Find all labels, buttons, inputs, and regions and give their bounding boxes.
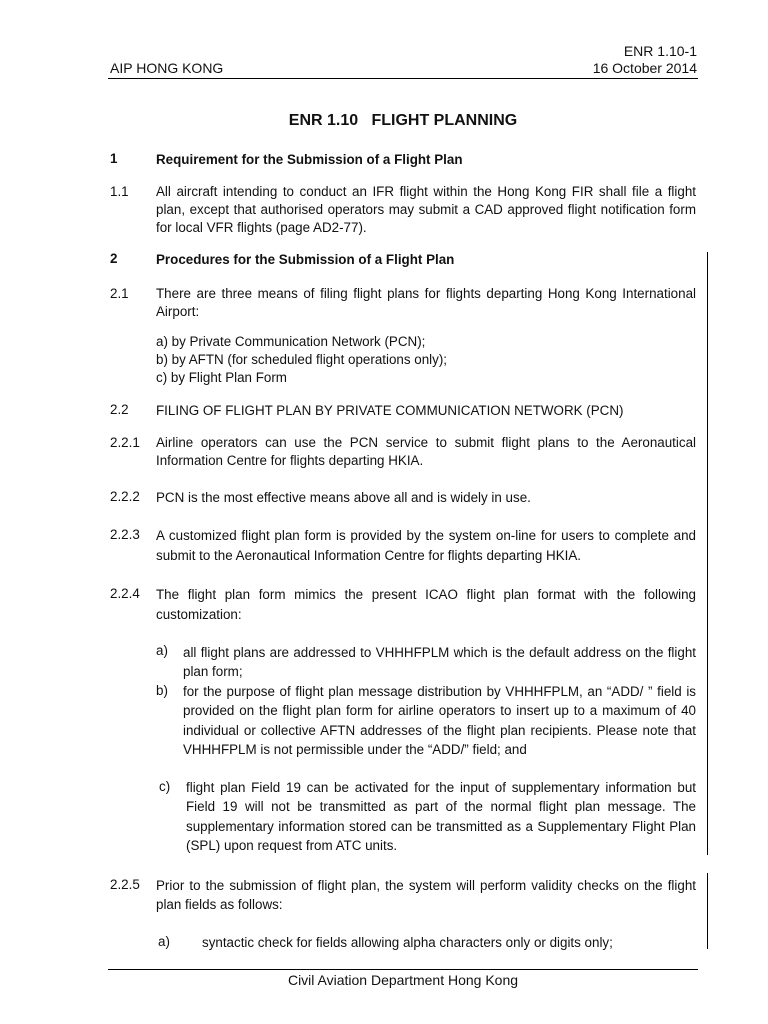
para-2-2-4-c-letter: c) bbox=[159, 779, 171, 794]
para-2-1-item-b: b) by AFTN (for scheduled flight operations only); bbox=[156, 352, 448, 367]
page-title: ENR 1.10 FLIGHT PLANNING bbox=[288, 112, 518, 129]
para-2-2-4-text: The flight plan form mimics the present ICAO flight plan format with the following customization: bbox=[156, 587, 696, 622]
publication-name: AIP HONG KONG bbox=[110, 60, 224, 76]
para-2-2-1-text: Airline operators can use the PCN service to submit flight plans to the Aeronautical Information Centre for flights departing HKIA. bbox=[156, 435, 696, 468]
para-2-2-4-c-text: flight plan Field 19 can be activated for the input of supplementary information but Field 19 will not be transmitted as part of the normal flight plan message. The supplementary information stored can be transmitted as a Supplementary Flight Plan (SPL) upon request from ATC units. bbox=[186, 780, 696, 853]
para-1-1-text: All aircraft intending to conduct an IFR flight within the Hong Kong FIR shall file a flight plan, except that authorised operators may submit a CAD approved flight notification form for local VFR flights (page AD2-77). bbox=[156, 184, 696, 235]
section-1-number: 1 bbox=[110, 151, 118, 166]
header-rule bbox=[108, 78, 698, 79]
para-2-2-2-text: PCN is the most effective means above all and is widely in use. bbox=[156, 490, 531, 505]
change-bar bbox=[707, 252, 708, 855]
para-2-2-5-a-text: syntactic check for fields allowing alpha characters only or digits only; bbox=[202, 935, 613, 950]
para-2-2-2-number: 2.2.2 bbox=[110, 489, 140, 504]
para-2-1-item-a: a) by Private Communication Network (PCN); bbox=[156, 334, 426, 349]
para-2-2-4-b-text: for the purpose of flight plan message distribution by VHHHFPLM, an “ADD/ ” field is provided on the flight plan form for airline operators to insert up to a maximum of 40 individual or collective AFTN addresses of the flight plan recipients. Please note that VHHHFPLM is not permissible under the “ADD/” field; and bbox=[183, 684, 696, 757]
section-2-number: 2 bbox=[110, 251, 118, 266]
para-2-2-4-a-text: all flight plans are addressed to VHHHFPLM which is the default address on the flight plan form; bbox=[183, 645, 696, 679]
page-footer: Civil Aviation Department Hong Kong bbox=[287, 972, 519, 988]
para-2-2-3-text: A customized flight plan form is provided by the system on-line for users to complete and submit to the Aeronautical Information Centre for flights departing HKIA. bbox=[156, 528, 696, 563]
para-2-2-4-b-letter: b) bbox=[156, 683, 168, 698]
para-2-1-number: 2.1 bbox=[110, 286, 129, 301]
para-2-1-item-c: c) by Flight Plan Form bbox=[156, 370, 287, 385]
para-2-2-number: 2.2 bbox=[110, 402, 129, 417]
para-2-2-text: FILING OF FLIGHT PLAN BY PRIVATE COMMUNICATION NETWORK (PCN) bbox=[156, 403, 624, 418]
para-2-2-5-a-letter: a) bbox=[158, 934, 170, 949]
para-2-2-5-number: 2.2.5 bbox=[110, 877, 140, 892]
para-2-2-1-number: 2.2.1 bbox=[110, 435, 140, 450]
publication-date: 16 October 2014 bbox=[592, 60, 697, 76]
para-2-2-5-text: Prior to the submission of flight plan, the system will perform validity checks on the flight plan fields as follows: bbox=[156, 878, 696, 912]
para-2-2-4-number: 2.2.4 bbox=[110, 586, 140, 601]
section-1-heading: Requirement for the Submission of a Flight Plan bbox=[156, 152, 463, 167]
section-2-heading: Procedures for the Submission of a Flight Plan bbox=[156, 252, 455, 267]
para-2-2-4-a-letter: a) bbox=[156, 643, 168, 658]
para-2-1-text: There are three means of filing flight plans for flights departing Hong Kong International Airport: bbox=[156, 286, 696, 319]
change-bar bbox=[707, 873, 708, 949]
para-1-1-number: 1.1 bbox=[110, 184, 129, 199]
footer-rule bbox=[108, 969, 698, 970]
para-2-2-3-number: 2.2.3 bbox=[110, 527, 140, 542]
page-code: ENR 1.10-1 bbox=[623, 43, 697, 59]
